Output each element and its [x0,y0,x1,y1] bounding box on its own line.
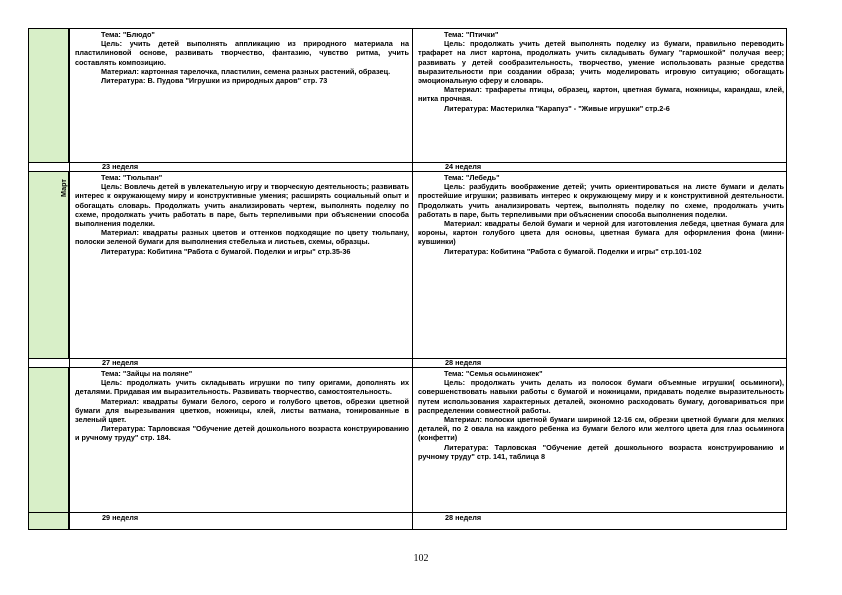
lesson-materials: Материал: квадраты белой бумаги и черной для изготовления лебедя, цветная бумага для короны, картон голубого цвета для основы, цветная бумага для оформления фона (мини- кувшинки) [418,219,784,247]
row-divider [29,512,786,513]
lesson-literature: Литература: Кобитина "Работа с бумагой. Поделки и игры" стр.35-36 [101,246,351,256]
lesson-cell-right [413,368,787,512]
lesson-cell-left [70,29,412,162]
lesson-topic: Тема: "Тюльпан" [101,173,163,182]
week-label: 28 неделя [445,358,482,367]
lesson-materials: Материал: квадраты бумаги белого, серого и голубого цветов, обрезки цветной бумаги для вырезывания цветков, ножницы, клей, листы ватмана, тонированные в зеленый цвет. [75,396,409,425]
page-number: 102 [413,553,429,564]
lesson-goal: Цель: Вовлечь детей в увлекательную игру и творческую деятельность; развивать интерес к окружающему миру и конструктивные умения; расширять социальный опыт и обогащать словарь. Продолжать учить анализировать чертеж, выполнять поделку по схеме, продолжать учить работать в паре, быть терпеливыми при объяснении способа выполнения поделки. [75,182,409,229]
lesson-topic: Тема: "Блюдо" [101,30,155,39]
lesson-goal: Цель: разбудить воображение детей; учить ориентироваться на листе бумаги и делать простейшие игрушки; развивать интерес к окружающему миру и к конструктивной деятельности. Продолжать учить анализировать чертеж, выполнять поделку по схеме, продолжать учить работать в паре, быть терпеливыми при объяснении способа выполнения поделки. [418,182,784,219]
lesson-literature: Литература: Тарловская "Обучение детей дошкольного возраста конструированию и ручному труду" стр. 141, таблица 8 [418,442,784,461]
lesson-goal: Цель: учить детей выполнять аппликацию из природного материала на пластилиновой основе, развивать творчество, фантазию, чувство ритма, учить составлять композицию. [75,39,409,67]
lesson-materials: Материал: полоски цветной бумаги шириной 12-16 см, обрезки цветной бумаги для мелких деталей, по 2 овала на каждого ребенка из бумаги белого или желтого цвета для глаз осьминога (конфетти) [418,415,784,443]
side-column-segment [29,513,69,529]
lesson-cell-left [70,368,412,512]
lesson-topic: Тема: "Лебедь" [444,173,500,182]
week-label: 29 неделя [102,513,139,522]
week-label: 27 неделя [102,358,139,367]
lesson-materials: Материал: трафареты птицы, образец, картон, цветная бумага, ножницы, карандаш, клей, нитка прочная. [418,85,784,104]
lesson-goal: Цель: продолжать учить детей выполнять поделку из бумаги, правильно переводить трафарет на лист картона, продолжать учить складывать бумагу "гармошкой" получая веер; развивать у детей сообразительность, творчество, умение использовать разные средства выразительности при создании образа; учить моделировать игровую ситуацию; обогащать эмоциональную сферу и словарь. [418,39,784,86]
lesson-materials: Материал: квадраты разных цветов и оттенков подходящие по цвету тюльпану, полоски зеленой бумаги для выполнения стебелька и листьев, схемы, образцы. [75,228,409,247]
lesson-literature: Литература: Кобитина "Работа с бумагой. Поделки и игры" стр.101-102 [444,246,702,256]
lesson-goal: Цель: продолжать учить складывать игрушки по типу оригами, дополнять их деталями. Придавая им выразительность. Развивать творчество, самостоятельность. [75,378,409,397]
lesson-goal: Цель: продолжать учить делать из полосок бумаги объемные игрушки( осьминоги), совершенствовать навыки работы с бумагой и ножницами, придавать поделке выразительность путем использования характерных деталей, экономно расходовать бумагу, договариваться при распределении совместной работы. [418,378,784,415]
row-divider [29,162,786,163]
lesson-cell-right [413,172,787,358]
lesson-cell-right [413,29,787,162]
lesson-literature: Литература: Тарловская "Обучение детей дошкольного возраста конструированию и ручному труду" стр. 184. [75,424,409,443]
side-column-segment [29,29,69,163]
lesson-literature: Литература: Мастерилка "Карапуз" - "Живые игрушки" стр.2-6 [444,103,670,113]
week-label: 28 неделя [445,513,482,522]
lesson-cell-left [70,172,412,358]
row-divider [29,358,786,359]
schedule-table [28,28,787,530]
lesson-topic: Тема: "Зайцы на поляне" [101,369,193,378]
lesson-topic: Тема: "Семья осьминожек" [444,369,543,378]
week-label: 24 неделя [445,162,482,171]
lesson-topic: Тема: "Птички" [444,30,499,39]
lesson-materials: Материал: картонная тарелочка, пластилин, семена разных растений, образец. [101,66,391,76]
lesson-literature: Литература: В. Пудова "Игрушки из природных даров" стр. 73 [101,76,328,86]
side-column-segment [29,172,69,359]
side-column-segment [29,368,69,513]
week-label: 23 неделя [102,162,139,171]
month-label: Март [59,179,68,197]
